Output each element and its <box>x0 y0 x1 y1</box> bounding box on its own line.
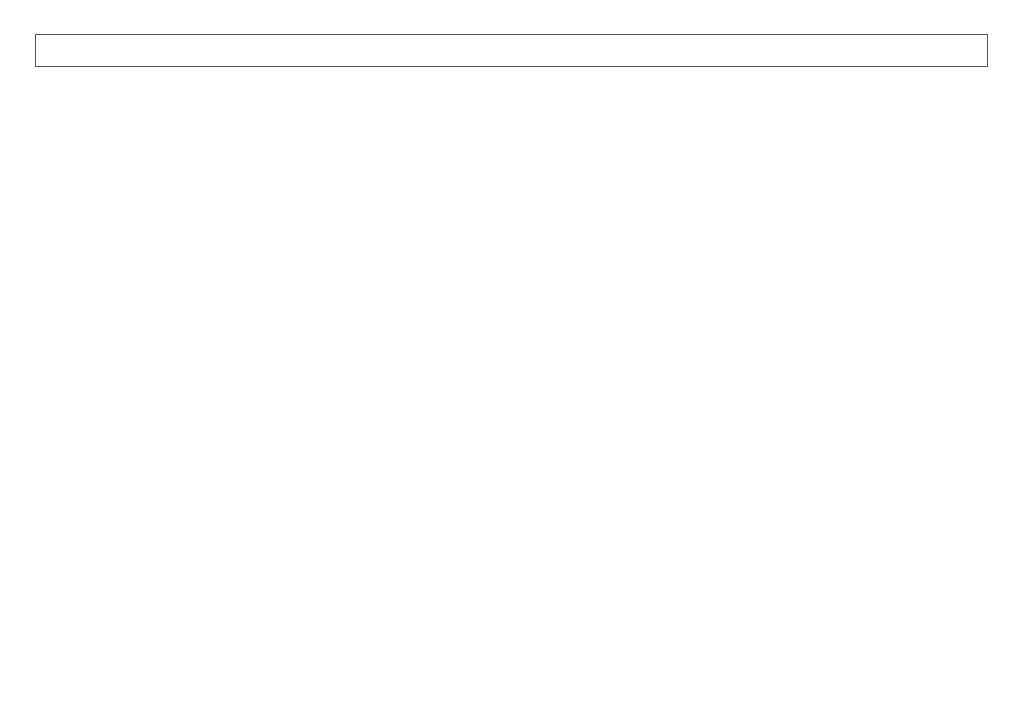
page-title <box>35 34 988 67</box>
